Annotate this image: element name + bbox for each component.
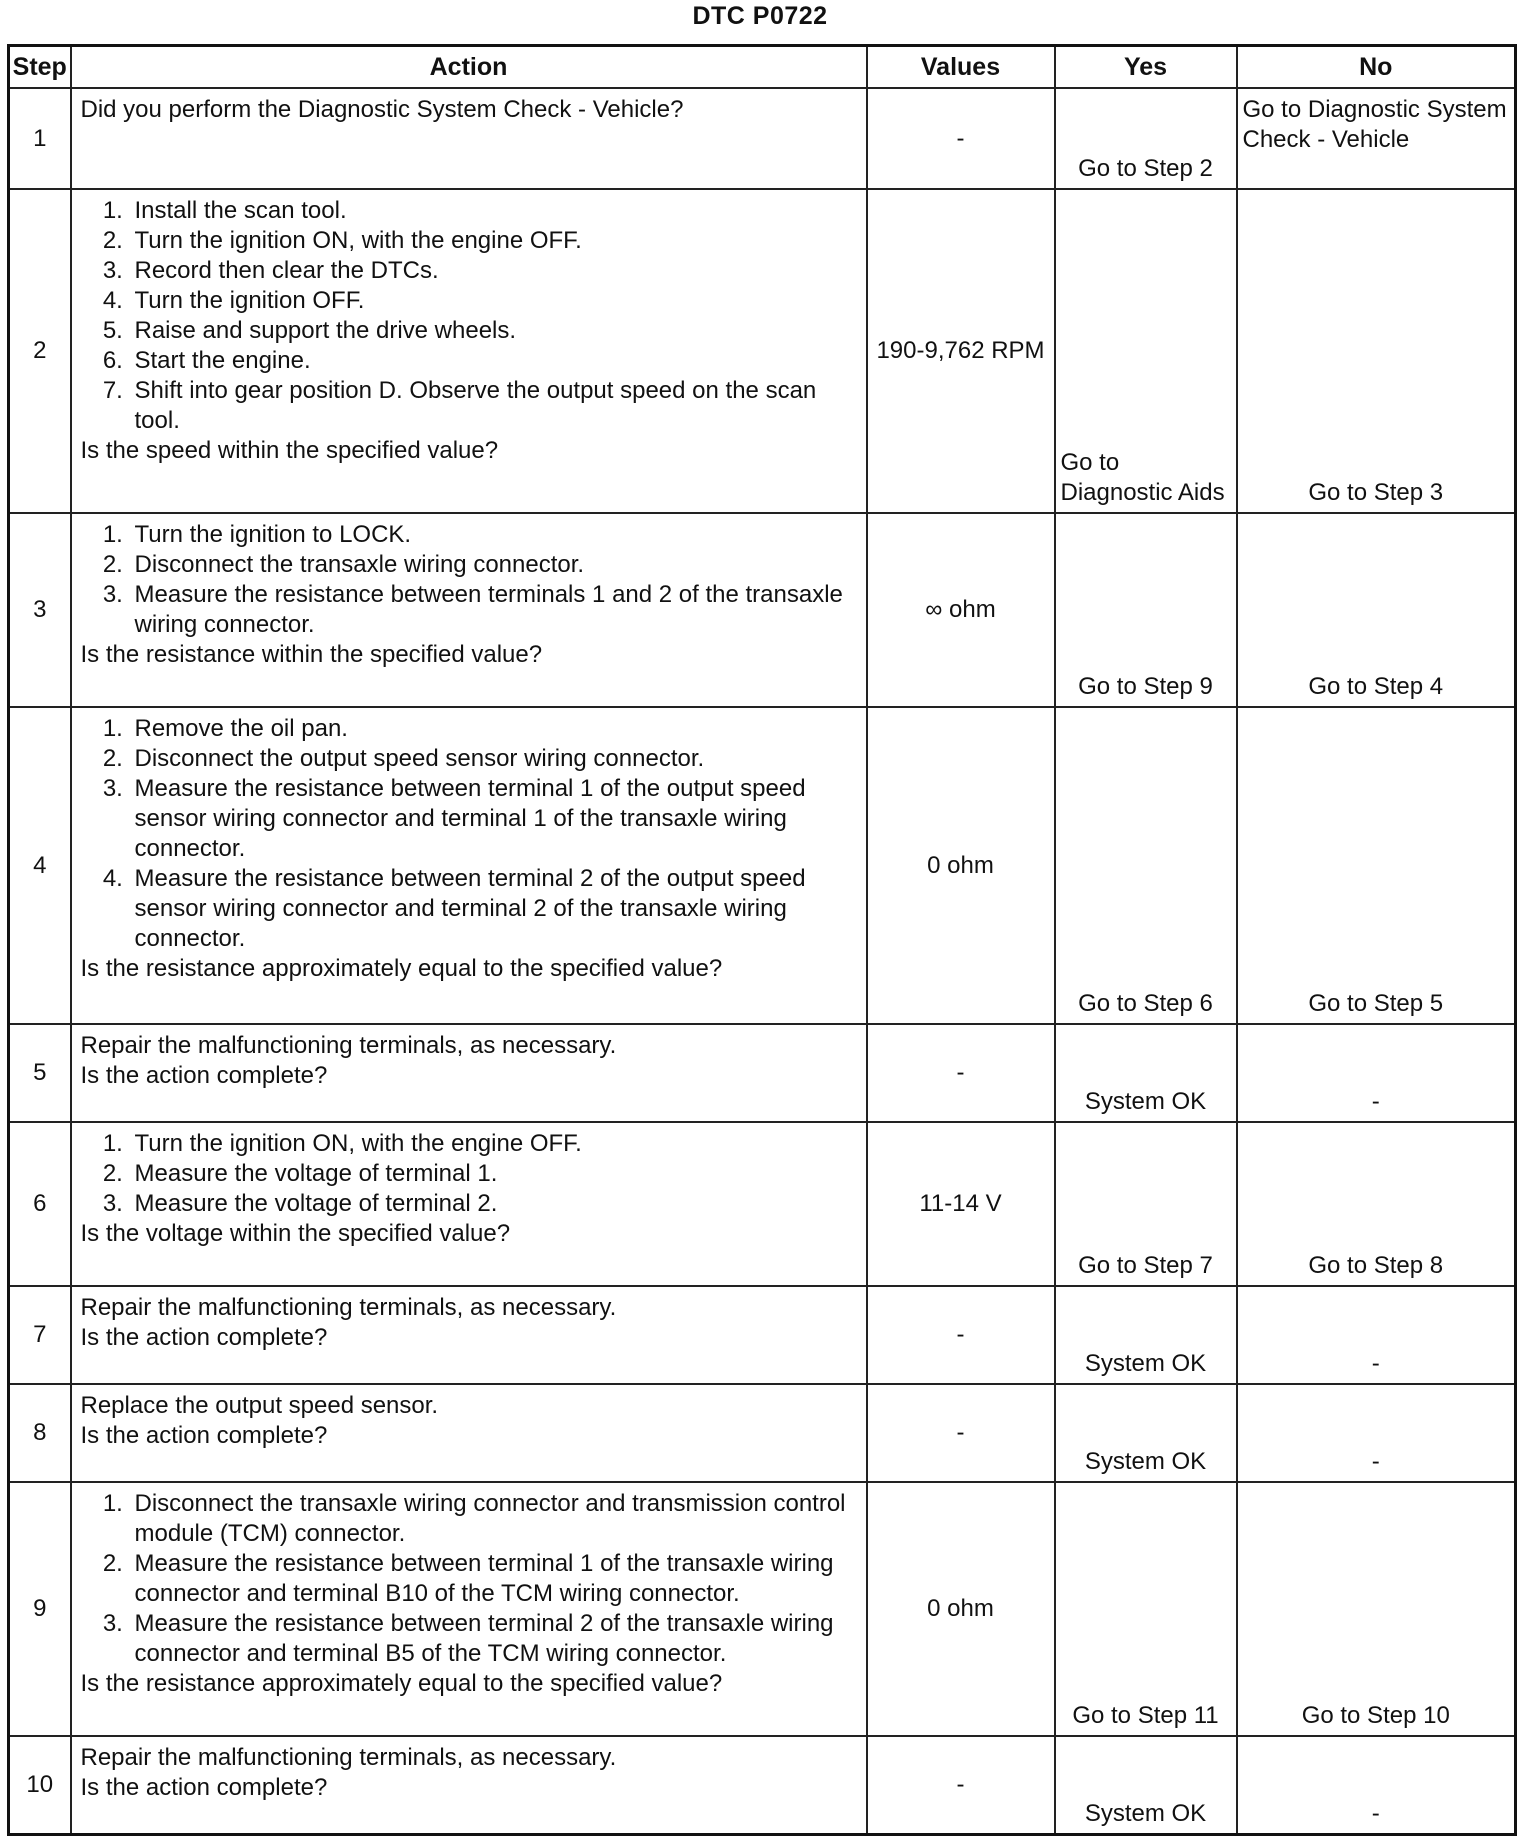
step-number: 4	[9, 707, 71, 1024]
header-no: No	[1237, 46, 1516, 89]
action-text: Repair the malfunctioning terminals, as necessary.	[80, 1294, 617, 1321]
no-cell: Go to Diagnostic System Check - Vehicle	[1237, 88, 1516, 189]
value-cell: -	[867, 1286, 1055, 1384]
step-number: 1	[9, 88, 71, 189]
header-step: Step	[9, 46, 71, 89]
step-number: 9	[9, 1482, 71, 1736]
table-row	[9, 189, 1516, 513]
step-number: 5	[9, 1024, 71, 1122]
action-steps	[81, 196, 860, 436]
action-step: 1. Remove the oil pan.	[130, 714, 860, 744]
yes-cell: Go to Diagnostic Aids	[1055, 189, 1237, 513]
header-yes: Yes	[1055, 46, 1237, 89]
table-row	[9, 88, 1516, 189]
diagnostic-table	[7, 44, 1517, 1836]
step-number: 8	[9, 1384, 71, 1482]
table-row	[9, 1482, 1516, 1736]
step-number: 3	[9, 513, 71, 707]
table-row	[9, 1286, 1516, 1384]
no-cell: Go to Step 10	[1237, 1482, 1516, 1736]
action-question: Did you perform the Diagnostic System Check - Vehicle?	[80, 96, 684, 123]
table-row	[9, 1122, 1516, 1286]
step-number: 7	[9, 1286, 71, 1384]
action-question: Is the resistance within the specified value?	[80, 641, 543, 668]
action-text: Repair the malfunctioning terminals, as necessary.	[80, 1744, 617, 1771]
table-row	[9, 1024, 1516, 1122]
yes-cell: Go to Step 6	[1055, 707, 1237, 1024]
action-step: 2. Disconnect the transaxle wiring connector.	[130, 550, 860, 580]
table-row	[9, 1384, 1516, 1482]
no-cell: Go to Step 8	[1237, 1122, 1516, 1286]
step-number: 10	[9, 1736, 71, 1834]
value-cell: 190-9,762 RPM	[867, 189, 1055, 513]
action-question: Is the action complete?	[80, 1774, 328, 1801]
action-cell	[71, 513, 867, 707]
action-step: 3. Measure the voltage of terminal 2.	[130, 1189, 860, 1219]
action-cell	[71, 1384, 867, 1482]
action-step: 7. Shift into gear position D. Observe the output speed on the scan tool.	[130, 376, 860, 436]
header-values: Values	[867, 46, 1055, 89]
action-step: 1. Install the scan tool.	[130, 196, 860, 226]
table-row	[9, 1736, 1516, 1834]
value-cell: -	[867, 1384, 1055, 1482]
yes-cell: System OK	[1055, 1286, 1237, 1384]
action-cell	[71, 88, 867, 189]
value-cell: -	[867, 1736, 1055, 1834]
action-cell	[71, 707, 867, 1024]
action-question: Is the action complete?	[80, 1324, 328, 1351]
no-cell: Go to Step 3	[1237, 189, 1516, 513]
action-steps	[81, 714, 860, 954]
yes-cell: System OK	[1055, 1384, 1237, 1482]
no-cell: -	[1237, 1024, 1516, 1122]
value-cell: -	[867, 88, 1055, 189]
action-question: Is the resistance approximately equal to the specified value?	[80, 955, 723, 982]
value-cell: 0 ohm	[867, 1482, 1055, 1736]
step-number: 6	[9, 1122, 71, 1286]
action-cell	[71, 1122, 867, 1286]
header-row	[9, 46, 1516, 89]
table-row	[9, 513, 1516, 707]
value-cell: 11-14 V	[867, 1122, 1055, 1286]
action-cell	[71, 189, 867, 513]
yes-cell: System OK	[1055, 1736, 1237, 1834]
no-cell: -	[1237, 1736, 1516, 1834]
action-step: 2. Measure the voltage of terminal 1.	[130, 1159, 860, 1189]
action-steps	[81, 520, 860, 640]
yes-cell: Go to Step 9	[1055, 513, 1237, 707]
no-cell: -	[1237, 1286, 1516, 1384]
header-action: Action	[71, 46, 867, 89]
action-text: Replace the output speed sensor.	[80, 1392, 439, 1419]
action-step: 4. Turn the ignition OFF.	[130, 286, 860, 316]
action-cell	[71, 1482, 867, 1736]
action-cell	[71, 1286, 867, 1384]
no-cell: Go to Step 4	[1237, 513, 1516, 707]
value-cell: ∞ ohm	[867, 513, 1055, 707]
action-question: Is the resistance approximately equal to the specified value?	[80, 1670, 723, 1697]
action-question: Is the action complete?	[80, 1422, 328, 1449]
step-number: 2	[9, 189, 71, 513]
action-step: 3. Measure the resistance between terminals 1 and 2 of the transaxle wiring connector.	[130, 580, 860, 640]
value-cell: -	[867, 1024, 1055, 1122]
action-cell	[71, 1024, 867, 1122]
yes-cell: Go to Step 2	[1055, 88, 1237, 189]
action-question: Is the action complete?	[80, 1062, 328, 1089]
action-question: Is the voltage within the specified value?	[80, 1220, 511, 1247]
action-steps	[81, 1129, 860, 1219]
action-step: 5. Raise and support the drive wheels.	[130, 316, 860, 346]
action-step: 2. Disconnect the output speed sensor wiring connector.	[130, 744, 860, 774]
document-title: DTC P0722	[692, 2, 828, 30]
action-step: 1. Turn the ignition to LOCK.	[130, 520, 860, 550]
action-step: 2. Turn the ignition ON, with the engine OFF.	[130, 226, 860, 256]
yes-cell: Go to Step 7	[1055, 1122, 1237, 1286]
action-step: 3. Measure the resistance between terminal 1 of the output speed sensor wiring connector and terminal 1 of the transaxle wiring connector.	[130, 774, 860, 864]
action-question: Is the speed within the specified value?	[80, 437, 499, 464]
action-step: 3. Measure the resistance between terminal 2 of the transaxle wiring connector and terminal B5 of the TCM wiring connector.	[130, 1609, 860, 1669]
action-step: 2. Measure the resistance between terminal 1 of the transaxle wiring connector and terminal B10 of the TCM wiring connector.	[130, 1549, 860, 1609]
value-cell: 0 ohm	[867, 707, 1055, 1024]
action-step: 6. Start the engine.	[130, 346, 860, 376]
action-step: 3. Record then clear the DTCs.	[130, 256, 860, 286]
no-cell: -	[1237, 1384, 1516, 1482]
action-step: 1. Turn the ignition ON, with the engine OFF.	[130, 1129, 860, 1159]
action-cell	[71, 1736, 867, 1834]
action-text: Repair the malfunctioning terminals, as necessary.	[80, 1032, 617, 1059]
yes-cell: Go to Step 11	[1055, 1482, 1237, 1736]
action-step: 4. Measure the resistance between terminal 2 of the output speed sensor wiring connector and terminal 2 of the transaxle wiring connector.	[130, 864, 860, 954]
table-row	[9, 707, 1516, 1024]
no-cell: Go to Step 5	[1237, 707, 1516, 1024]
action-step: 1. Disconnect the transaxle wiring connector and transmission control module (TCM) connector.	[130, 1489, 860, 1549]
yes-cell: System OK	[1055, 1024, 1237, 1122]
action-steps	[81, 1489, 860, 1669]
